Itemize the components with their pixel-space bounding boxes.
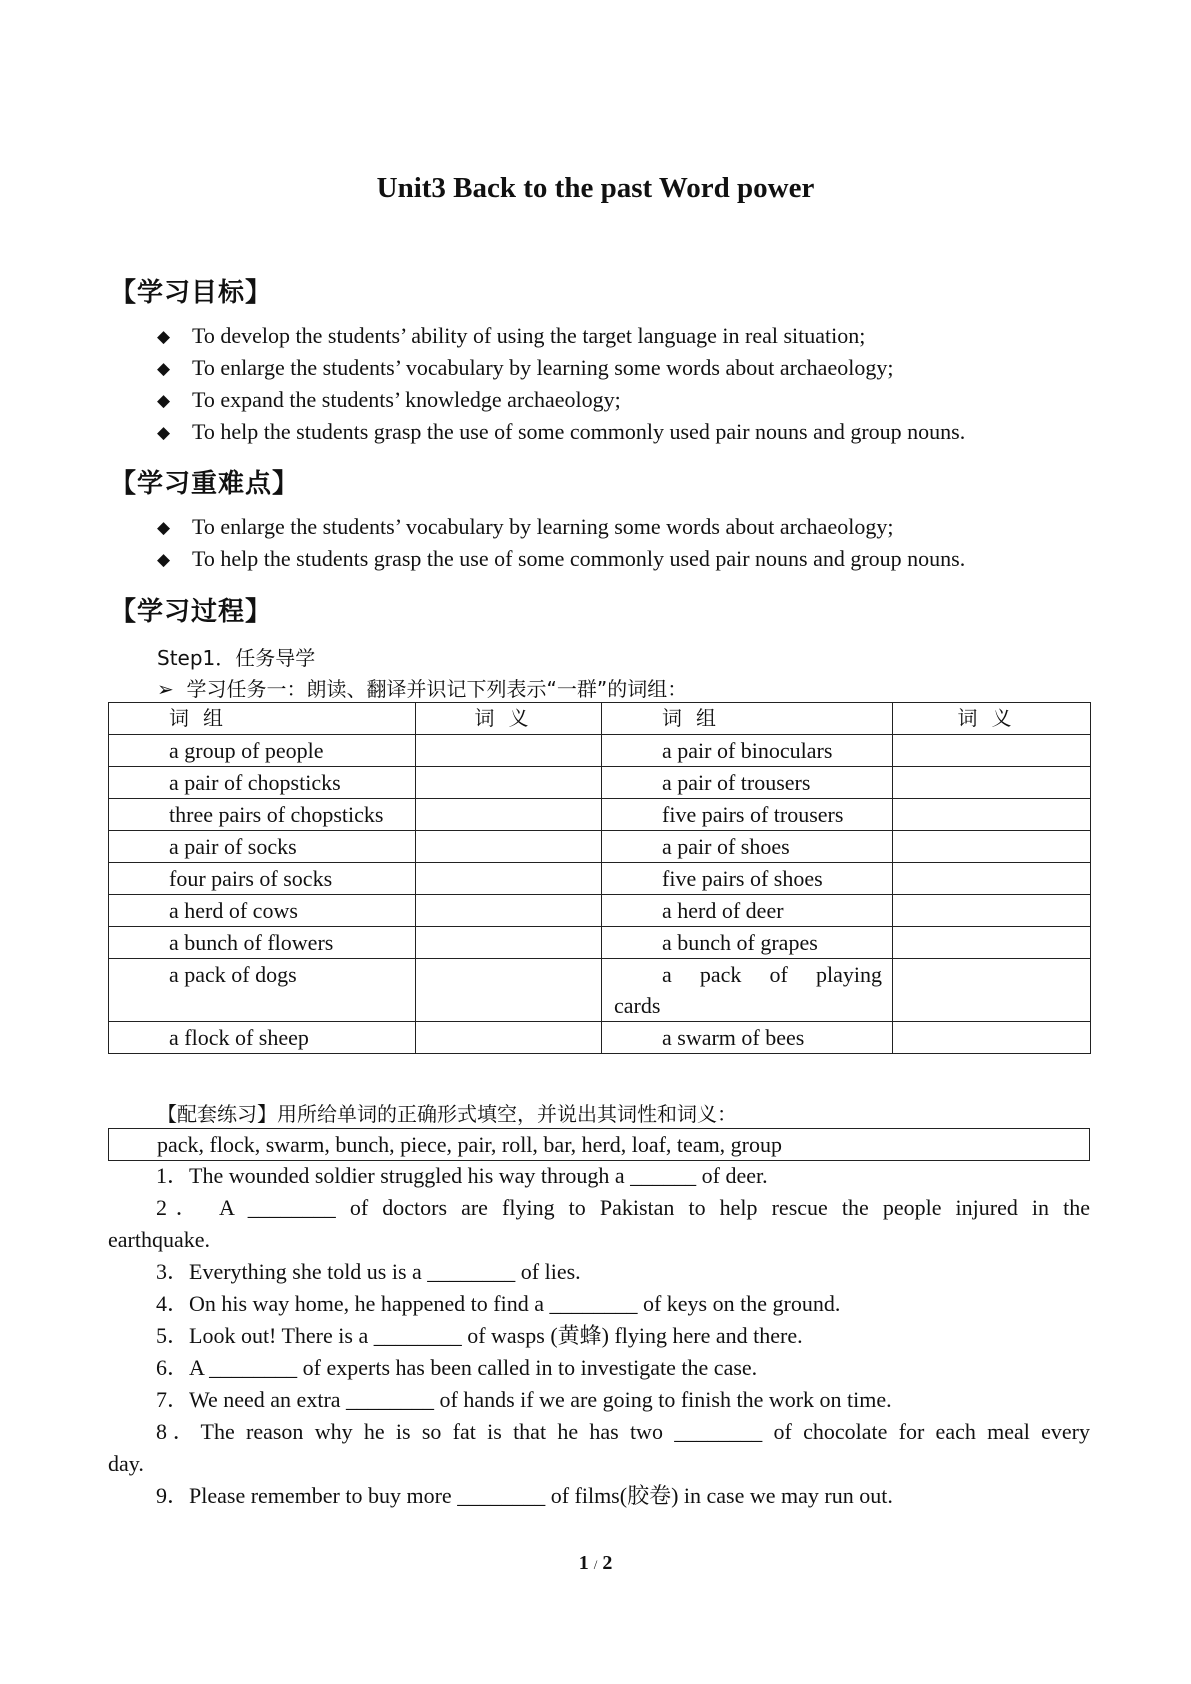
page-number: 1 / 2 bbox=[578, 1552, 613, 1574]
meaning-input-cell[interactable] bbox=[893, 831, 1091, 863]
phrase-cell-line: cards bbox=[614, 993, 661, 1018]
page-title: Unit3 Back to the past Word power bbox=[376, 172, 815, 204]
meaning-input-cell[interactable] bbox=[416, 1022, 602, 1054]
column-header-meaning: 词义 bbox=[893, 703, 1091, 735]
table-row bbox=[109, 863, 1091, 895]
diamond-bullet-icon: ◆ bbox=[157, 550, 171, 569]
list-item: ◆ To help the students grasp the use of some commonly used pair nouns and group nouns. bbox=[157, 416, 965, 448]
question-7: 7．We need an extra ________ of hands if we are going to finish the work on time. bbox=[156, 1387, 892, 1412]
column-header-phrase: 词组 bbox=[109, 703, 416, 735]
phrase-cell: a herd of deer bbox=[602, 895, 893, 927]
meaning-input-cell[interactable] bbox=[893, 927, 1091, 959]
step-label: Step1．任务导学 bbox=[157, 646, 316, 670]
phrase-cell: a pair of socks bbox=[109, 831, 416, 863]
phrase-cell: a herd of cows bbox=[109, 895, 416, 927]
question-9: 9．Please remember to buy more ________ of films(胶卷) in case we may run out. bbox=[156, 1483, 893, 1508]
list-item: ◆ To develop the students’ ability of using the target language in real situation; bbox=[157, 320, 965, 352]
phrase-cell: a group of people bbox=[109, 735, 416, 767]
diamond-bullet-icon: ◆ bbox=[157, 327, 171, 346]
phrase-cell: a pack of dogs bbox=[109, 959, 416, 1022]
meaning-input-cell[interactable] bbox=[416, 735, 602, 767]
column-header-meaning: 词义 bbox=[416, 703, 602, 735]
meaning-input-cell[interactable] bbox=[893, 959, 1091, 1022]
list-item: ◆ To help the students grasp the use of some commonly used pair nouns and group nouns. bbox=[157, 543, 965, 575]
phrase-cell: four pairs of socks bbox=[109, 863, 416, 895]
question-1: 1．The wounded soldier struggled his way through a ______ of deer. bbox=[156, 1163, 768, 1188]
table-row bbox=[109, 895, 1091, 927]
diamond-bullet-icon: ◆ bbox=[157, 423, 171, 442]
question-2 bbox=[108, 1192, 1090, 1256]
meaning-input-cell[interactable] bbox=[416, 863, 602, 895]
table-row bbox=[109, 927, 1091, 959]
meaning-input-cell[interactable] bbox=[893, 799, 1091, 831]
meaning-input-cell[interactable] bbox=[416, 799, 602, 831]
meaning-input-cell[interactable] bbox=[893, 863, 1091, 895]
section-heading-objectives: 【学习目标】 bbox=[110, 278, 273, 308]
key-points-list bbox=[157, 511, 965, 575]
question-8-line-1: 8．The reason why he is so fat is that he has two ________ of chocolate for each meal every bbox=[156, 1419, 1090, 1444]
column-header-phrase: 词组 bbox=[602, 703, 893, 735]
phrase-cell: five pairs of shoes bbox=[602, 863, 893, 895]
section-heading-key-points: 【学习重难点】 bbox=[110, 469, 300, 499]
word-bank-box bbox=[108, 1128, 1090, 1161]
question-2-line-1: 2． A ________ of doctors are flying to Pakistan to help rescue the people injured in the bbox=[156, 1195, 1090, 1220]
phrase-cell-line: a pack of playing bbox=[662, 962, 882, 987]
table-header-row bbox=[109, 703, 1091, 735]
meaning-input-cell[interactable] bbox=[416, 767, 602, 799]
question-8 bbox=[108, 1416, 1090, 1480]
list-item: ◆ To enlarge the students’ vocabulary by learning some words about archaeology; bbox=[157, 511, 965, 543]
diamond-bullet-icon: ◆ bbox=[157, 518, 171, 537]
meaning-input-cell[interactable] bbox=[416, 895, 602, 927]
arrow-bullet-icon: ➢ bbox=[157, 677, 174, 701]
meaning-input-cell[interactable] bbox=[893, 735, 1091, 767]
task-instruction: ➢ 学习任务一：朗读、翻译并识记下列表示“一群”的词组： bbox=[157, 677, 688, 701]
exercise-heading: 【配套练习】用所给单词的正确形式填空，并说出其词性和词义： bbox=[157, 1102, 737, 1126]
table-row bbox=[109, 831, 1091, 863]
list-item: ◆ To enlarge the students’ vocabulary by learning some words about archaeology; bbox=[157, 352, 965, 384]
question-8-line-2: day. bbox=[108, 1451, 144, 1476]
table-row bbox=[109, 735, 1091, 767]
phrase-cell: a bunch of grapes bbox=[602, 927, 893, 959]
table-row bbox=[109, 1022, 1091, 1054]
question-6: 6．A ________ of experts has been called in to investigate the case. bbox=[156, 1355, 758, 1380]
section-heading-process: 【学习过程】 bbox=[110, 597, 273, 627]
phrase-cell: a pair of shoes bbox=[602, 831, 893, 863]
phrase-cell: a flock of sheep bbox=[109, 1022, 416, 1054]
phrase-cell: a swarm of bees bbox=[602, 1022, 893, 1054]
table-row bbox=[109, 767, 1091, 799]
phrase-cell: three pairs of chopsticks bbox=[109, 799, 416, 831]
phrase-table bbox=[108, 702, 1091, 1054]
diamond-bullet-icon: ◆ bbox=[157, 391, 171, 410]
question-4: 4．On his way home, he happened to find a ________ of keys on the ground. bbox=[156, 1291, 841, 1316]
list-item: ◆ To expand the students’ knowledge archaeology; bbox=[157, 384, 965, 416]
phrase-cell: a pair of binoculars bbox=[602, 735, 893, 767]
phrase-cell: a pair of chopsticks bbox=[109, 767, 416, 799]
meaning-input-cell[interactable] bbox=[416, 959, 602, 1022]
table-row bbox=[109, 799, 1091, 831]
diamond-bullet-icon: ◆ bbox=[157, 359, 171, 378]
objectives-list bbox=[157, 320, 965, 448]
word-bank: pack, flock, swarm, bunch, piece, pair, roll, bar, herd, loaf, team, group bbox=[157, 1132, 783, 1157]
phrase-cell: a bunch of flowers bbox=[109, 927, 416, 959]
meaning-input-cell[interactable] bbox=[893, 767, 1091, 799]
meaning-input-cell[interactable] bbox=[893, 895, 1091, 927]
question-3: 3．Everything she told us is a ________ of lies. bbox=[156, 1259, 581, 1284]
meaning-input-cell[interactable] bbox=[893, 1022, 1091, 1054]
phrase-cell: five pairs of trousers bbox=[602, 799, 893, 831]
phrase-cell bbox=[602, 959, 893, 1022]
question-5: 5．Look out! There is a ________ of wasps (黄蜂) flying here and there. bbox=[156, 1323, 803, 1348]
meaning-input-cell[interactable] bbox=[416, 831, 602, 863]
phrase-cell: a pair of trousers bbox=[602, 767, 893, 799]
meaning-input-cell[interactable] bbox=[416, 927, 602, 959]
question-2-line-2: earthquake. bbox=[108, 1227, 210, 1252]
table-row bbox=[109, 959, 1091, 1022]
